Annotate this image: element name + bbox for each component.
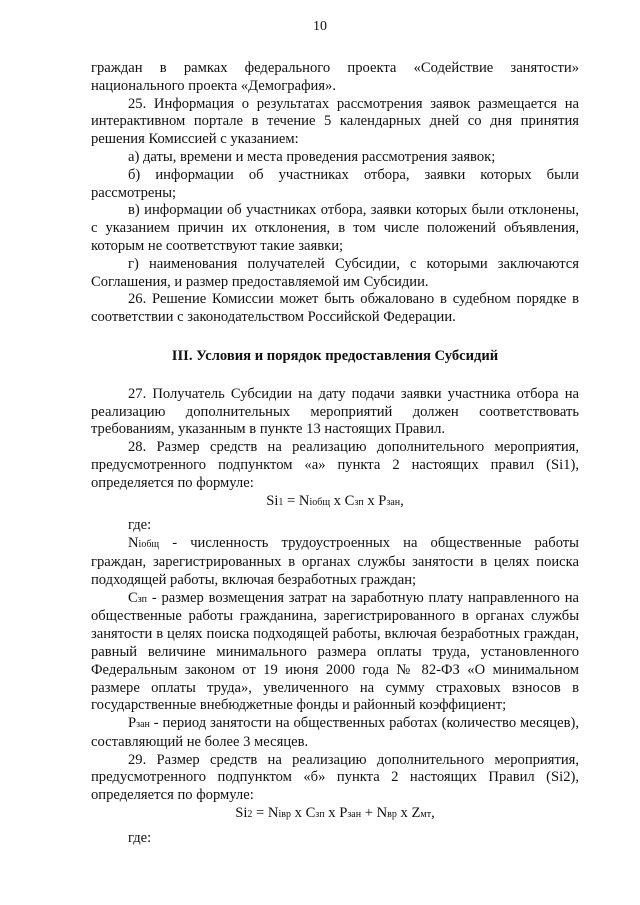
paragraph-25-g: г) наименования получателей Субсидии, с которыми заключаются Соглашения, и размер предоставляемой им Субсидии. <box>91 255 579 290</box>
section-heading: III. Условия и порядок предоставления Субсидий <box>171 347 499 364</box>
paragraph-29: 29. Размер средств на реализацию дополнительного мероприятия, предусмотренного подпунктом «б» пункта 2 настоящих Правил (Si2), определяется по формуле: <box>91 751 579 804</box>
paragraph-27: 27. Получатель Субсидии на дату подачи заявки участника отбора на реализацию дополнительных мероприятий должен соответствовать требованиям, указанным в пункте 13 настоящих Правил. <box>91 385 579 438</box>
formula-2: Si2 = Niвр x Cзп x Pзан + Nвр x Zмт, <box>235 805 435 822</box>
page-number: 10 <box>313 19 327 34</box>
paragraph-25-a: а) даты, времени и места проведения рассмотрения заявок; <box>128 148 496 165</box>
paragraph-intro: граждан в рамках федерального проекта «Содействие занятости» национального проекта «Демография». <box>91 60 579 94</box>
where-label-2: где: <box>128 829 152 846</box>
definition-c-zp: Cзп - размер возмещения затрат на заработную плату направленного на общественные работы гражданина, зарегистрированного в органах службы занятости в целях поиска подходящей работы, включая безработных граждан, равный величине минимального размера оплаты труда, установленного Федеральным законом от 19 июня 2000 года № 82-ФЗ «О минимальном размере оплаты труда», увеличенного на сумму страховых взносов в государственные внебюджетные фонды и районный коэффициент; <box>91 589 579 714</box>
paragraph-25-v: в) информации об участниках отбора, заявки которых были отклонены, с указанием причин их отклонения, в том числе положений объявления, которым не соответствуют такие заявки; <box>91 202 579 254</box>
paragraph-28: 28. Размер средств на реализацию дополнительного мероприятия, предусмотренного подпунктом «а» пункта 2 настоящих правил (Si1), определяется по формуле: <box>91 439 579 491</box>
definition-p-zan: Pзан - период занятости на общественных работах (количество месяцев), составляющий не более 3 месяцев. <box>91 715 579 750</box>
paragraph-26: 26. Решение Комиссии может быть обжаловано в судебном порядке в соответствии с законодательством Российской Федерации. <box>91 291 579 326</box>
where-label-1: где: <box>128 517 152 534</box>
formula-1: Si1 = Niобщ x Cзп x Pзан, <box>266 492 404 509</box>
paragraph-25: 25. Информация о результатах рассмотрения заявок размещается на интерактивном портале в течение 5 календарных дней со дня принятия решения Комиссией с указанием: <box>91 95 579 148</box>
paragraph-25-b: б) информации об участниках отбора, заявки которых были рассмотрены; <box>91 166 579 201</box>
definition-n-iobshch: Niобщ - численность трудоустроенных на общественные работы граждан, зарегистрированных в органах службы занятости в целях поиска подходящей работы, включая безработных граждан; <box>91 535 579 588</box>
document-body <box>91 60 579 848</box>
